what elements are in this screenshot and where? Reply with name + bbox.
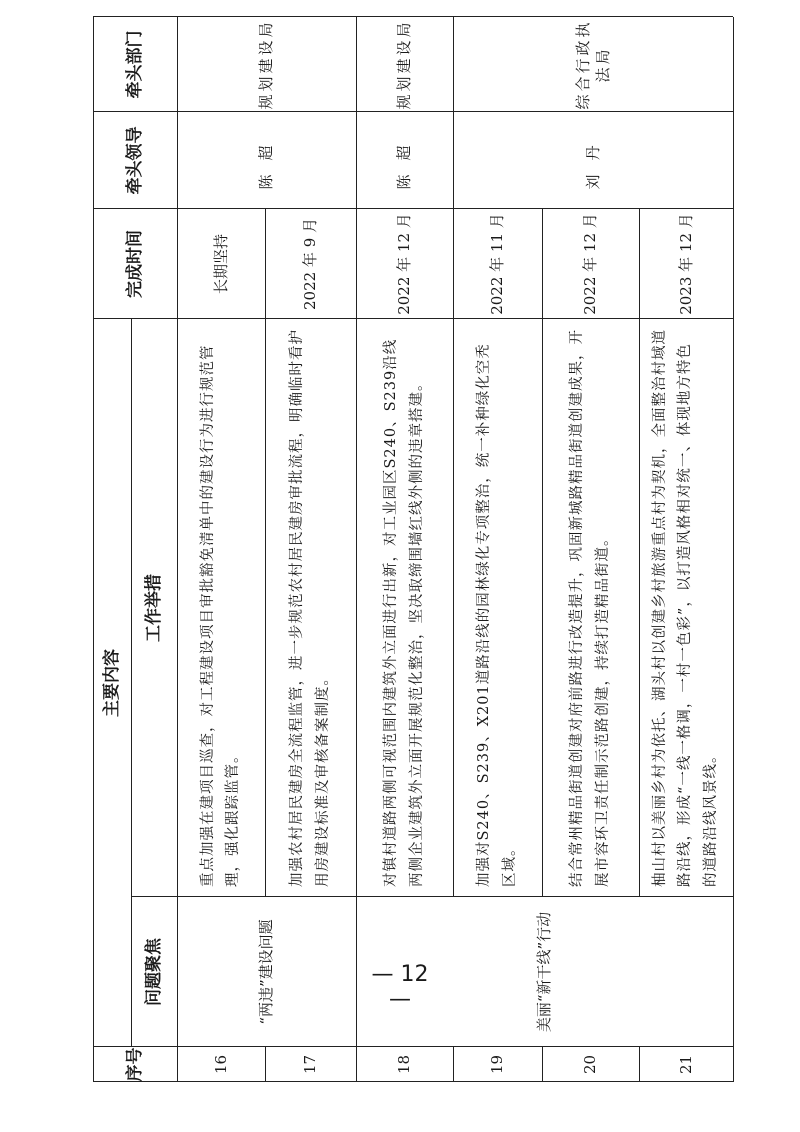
deadline-16: 长期坚持 [211, 234, 230, 295]
focus-liangwei: “两违”建设问题 [257, 919, 276, 1025]
header-focus: 问题聚焦 [143, 938, 164, 1006]
seq-19: 19 [488, 1054, 507, 1075]
measure-17: 加强农村居民建房全流程监管，进一步规范农村居民建房审批流程，明确临时看护用房建设标准及审核备案制度。 [289, 329, 331, 887]
focus-xinganxian: 美丽“新干线”行动 [535, 911, 554, 1033]
seq-20: 20 [581, 1054, 600, 1075]
seq-18: 18 [395, 1054, 414, 1075]
table-border-bottom [733, 17, 734, 1082]
header-leader: 牵头领导 [124, 126, 145, 195]
dept-guihua-2: 规划建设局 [395, 19, 414, 110]
header-seq: 序号 [124, 1047, 145, 1082]
leader-liu: 刘丹 [583, 131, 602, 190]
header-measures: 工作举措 [143, 574, 164, 642]
deadline-20: 2022 年 12 月 [581, 213, 600, 315]
dept-guihua-1: 规划建设局 [257, 19, 276, 110]
seq-21: 21 [676, 1054, 695, 1075]
page-number: — 12 — [371, 962, 429, 1012]
seq-16: 16 [211, 1054, 230, 1075]
deadline-19: 2022 年 11 月 [488, 213, 507, 315]
deadline-18: 2022 年 12 月 [395, 213, 414, 315]
seq-17: 17 [301, 1054, 320, 1075]
header-dept: 牵头部门 [124, 30, 145, 99]
leader-chen-1: 陈超 [257, 131, 276, 190]
deadline-17: 2022 年 9 月 [301, 217, 320, 311]
measure-16: 重点加强在建项目巡查，对工程建设项目审批豁免清单中的建设行为进行规范管理，强化跟踪监管。 [199, 344, 241, 887]
measure-21: 柚山村以美丽乡村为依托、湖头村以创建乡村旅游重点村为契机，全面整治村域道路沿线，形成“一线一格调，一村一色彩”，以打造风格相对统一、体现地方特色的道路沿线风景线。 [651, 329, 719, 887]
measure-20: 结合常州精品街道创建对府前路进行改造提升，巩固新城路精品街道创建成果，开展市容环卫责任制示范路创建，持续打造精品街道。 [569, 329, 611, 887]
header-deadline: 完成时间 [124, 230, 145, 298]
measure-18: 对镇村道路两侧可视范围内建筑外立面进行出新，对工业园区S240、S239沿线两侧企业建筑外立面开展规范化整治，坚决取缔围墙红线外侧的违章搭建。 [383, 338, 425, 887]
leader-chen-2: 陈超 [395, 131, 414, 190]
measure-19: 加强对S240、S239、X201道路沿线的园林绿化专项整治，统一补种绿化空秃区域。 [476, 343, 518, 887]
dept-zonghe: 综合行政执法局 [573, 19, 612, 110]
header-main-content: 主要内容 [101, 649, 122, 717]
deadline-21: 2023 年 12 月 [676, 213, 695, 315]
